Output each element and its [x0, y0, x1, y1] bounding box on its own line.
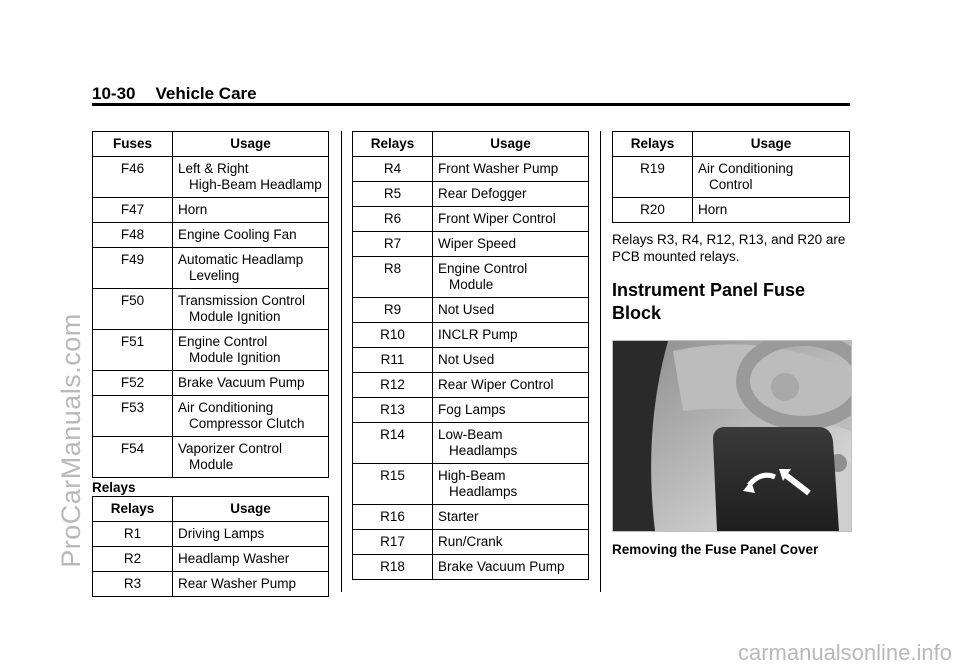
- id-cell: R4: [353, 157, 433, 182]
- chapter-title: Vehicle Care: [155, 84, 257, 103]
- table-row: [353, 323, 589, 348]
- id-cell: R13: [353, 398, 433, 423]
- fuse-panel-photo: [612, 340, 852, 532]
- id-cell: R9: [353, 298, 433, 323]
- usage-cell: [433, 257, 589, 298]
- usage-text-continued: Leveling: [189, 268, 240, 283]
- id-cell: R3: [93, 572, 173, 597]
- id-cell: R18: [353, 555, 433, 580]
- table-row: [93, 396, 329, 437]
- usage-text-continued: Module Ignition: [189, 350, 281, 365]
- table-row: [93, 157, 329, 198]
- header-rule: [92, 103, 850, 106]
- usage-cell: [173, 437, 329, 478]
- id-cell: F52: [93, 371, 173, 396]
- photo-caption: Removing the Fuse Panel Cover: [612, 542, 819, 557]
- usage-text: Run/Crank: [438, 534, 503, 549]
- usage-text: Not Used: [438, 352, 495, 367]
- id-cell: F54: [93, 437, 173, 478]
- header-cell: Usage: [173, 132, 329, 157]
- fuses-table: [92, 131, 329, 478]
- table-row: [613, 198, 850, 223]
- header-cell: Usage: [693, 132, 850, 157]
- id-cell: F51: [93, 330, 173, 371]
- table-row: [353, 555, 589, 580]
- table-row: [353, 530, 589, 555]
- id-cell: F50: [93, 289, 173, 330]
- relays-table-r19-r20: [612, 131, 850, 223]
- usage-text-continued: Module Ignition: [189, 309, 281, 324]
- dashboard-illustration: [613, 341, 851, 531]
- table-row: [353, 398, 589, 423]
- usage-cell: [173, 248, 329, 289]
- header-cell: Relays: [613, 132, 693, 157]
- table-row: [93, 330, 329, 371]
- table-row: [353, 505, 589, 530]
- id-cell: R20: [613, 198, 693, 223]
- id-cell: F49: [93, 248, 173, 289]
- usage-text: Brake Vacuum Pump: [438, 559, 565, 574]
- table-row: [353, 257, 589, 298]
- usage-text: Engine Control: [178, 334, 268, 349]
- id-cell: R19: [613, 157, 693, 198]
- id-cell: R8: [353, 257, 433, 298]
- column-divider-2: [600, 131, 601, 592]
- table-row: [613, 157, 850, 198]
- id-cell: F48: [93, 223, 173, 248]
- usage-cell: [173, 330, 329, 371]
- usage-text: Headlamp Washer: [178, 551, 290, 566]
- page-header: [92, 84, 257, 104]
- usage-text: Rear Wiper Control: [438, 377, 554, 392]
- table-row: [93, 289, 329, 330]
- usage-text: Engine Cooling Fan: [178, 227, 297, 242]
- usage-text-continued: Headlamps: [449, 484, 518, 499]
- id-cell: F47: [93, 198, 173, 223]
- relays-table-r4-r18: [352, 131, 589, 580]
- header-cell: Usage: [433, 132, 589, 157]
- table-row: [353, 157, 589, 182]
- table-row: [353, 423, 589, 464]
- table-row: [353, 182, 589, 207]
- usage-cell: [433, 398, 589, 423]
- usage-cell: [433, 298, 589, 323]
- usage-cell: [693, 157, 850, 198]
- usage-cell: [433, 373, 589, 398]
- header-cell: Relays: [93, 497, 173, 522]
- usage-text-continued: Compressor Clutch: [189, 416, 305, 431]
- table-row: [93, 198, 329, 223]
- usage-cell: [433, 423, 589, 464]
- usage-text: Automatic Headlamp: [178, 252, 304, 267]
- usage-text: Wiper Speed: [438, 236, 517, 251]
- usage-text: Left & Right: [178, 161, 249, 176]
- table-row: [353, 464, 589, 505]
- usage-cell: [433, 505, 589, 530]
- section-title: Instrument Panel Fuse Block: [612, 280, 806, 323]
- usage-text: Rear Defogger: [438, 186, 527, 201]
- usage-text: Engine Control: [438, 261, 528, 276]
- usage-text: Not Used: [438, 302, 495, 317]
- id-cell: R16: [353, 505, 433, 530]
- id-cell: R14: [353, 423, 433, 464]
- column-divider-1: [341, 131, 342, 592]
- usage-text: Horn: [698, 202, 728, 217]
- usage-cell: [433, 157, 589, 182]
- usage-cell: [173, 198, 329, 223]
- header-cell: Usage: [173, 497, 329, 522]
- id-cell: R6: [353, 207, 433, 232]
- id-cell: F53: [93, 396, 173, 437]
- header-cell: Relays: [353, 132, 433, 157]
- usage-text: Starter: [438, 509, 479, 524]
- table-row: [93, 223, 329, 248]
- id-cell: R15: [353, 464, 433, 505]
- usage-cell: [433, 530, 589, 555]
- usage-cell: [433, 182, 589, 207]
- usage-text: Transmission Control: [178, 293, 306, 308]
- id-cell: F46: [93, 157, 173, 198]
- table-row: [353, 298, 589, 323]
- usage-text: Horn: [178, 202, 208, 217]
- id-cell: R12: [353, 373, 433, 398]
- usage-text-continued: High-Beam Headlamp: [189, 177, 322, 192]
- id-cell: R1: [93, 522, 173, 547]
- usage-cell: [173, 572, 329, 597]
- header-cell: Fuses: [93, 132, 173, 157]
- table-row: [353, 207, 589, 232]
- usage-cell: [433, 348, 589, 373]
- usage-text: Rear Washer Pump: [178, 576, 297, 591]
- usage-cell: [173, 547, 329, 572]
- relays-heading: Relays: [92, 480, 136, 495]
- usage-cell: [173, 396, 329, 437]
- id-cell: R2: [93, 547, 173, 572]
- id-cell: R5: [353, 182, 433, 207]
- usage-cell: [173, 371, 329, 396]
- id-cell: R10: [353, 323, 433, 348]
- relays-table-r1-r3: [92, 496, 329, 597]
- table-row: [93, 437, 329, 478]
- bottom-watermark: carmanualsonline.info: [737, 640, 952, 665]
- usage-cell: [433, 232, 589, 257]
- id-cell: R11: [353, 348, 433, 373]
- usage-cell: [173, 522, 329, 547]
- usage-cell: [173, 289, 329, 330]
- usage-text: Vaporizer Control: [178, 441, 283, 456]
- usage-cell: [693, 198, 850, 223]
- page-number: 10-30: [92, 84, 136, 103]
- side-watermark: ProCarManuals.com: [55, 312, 86, 568]
- table-row: [93, 547, 329, 572]
- usage-cell: [433, 323, 589, 348]
- table-row: [353, 348, 589, 373]
- usage-text: INCLR Pump: [438, 327, 518, 342]
- usage-cell: [433, 555, 589, 580]
- usage-text: Air Conditioning: [178, 400, 274, 415]
- table-row: [93, 371, 329, 396]
- table-row: [93, 248, 329, 289]
- usage-cell: [173, 157, 329, 198]
- usage-cell: [433, 464, 589, 505]
- usage-text: Brake Vacuum Pump: [178, 375, 305, 390]
- table-row: [93, 522, 329, 547]
- id-cell: R7: [353, 232, 433, 257]
- usage-text: Front Washer Pump: [438, 161, 559, 176]
- usage-text: Fog Lamps: [438, 402, 506, 417]
- usage-text-continued: Module: [189, 457, 234, 472]
- table-row: [353, 373, 589, 398]
- usage-text: Driving Lamps: [178, 526, 265, 541]
- usage-text-continued: Control: [709, 177, 753, 192]
- usage-text: Air Conditioning: [698, 161, 794, 176]
- usage-text: Front Wiper Control: [438, 211, 556, 226]
- usage-cell: [433, 207, 589, 232]
- usage-text: Low-Beam: [438, 427, 503, 442]
- table-row: [93, 572, 329, 597]
- usage-cell: [173, 223, 329, 248]
- usage-text: High-Beam: [438, 468, 506, 483]
- pcb-relays-note: Relays R3, R4, R12, R13, and R20 are PCB mounted relays.: [612, 232, 846, 264]
- usage-text-continued: Module: [449, 277, 494, 292]
- id-cell: R17: [353, 530, 433, 555]
- table-row: [353, 232, 589, 257]
- usage-text-continued: Headlamps: [449, 443, 518, 458]
